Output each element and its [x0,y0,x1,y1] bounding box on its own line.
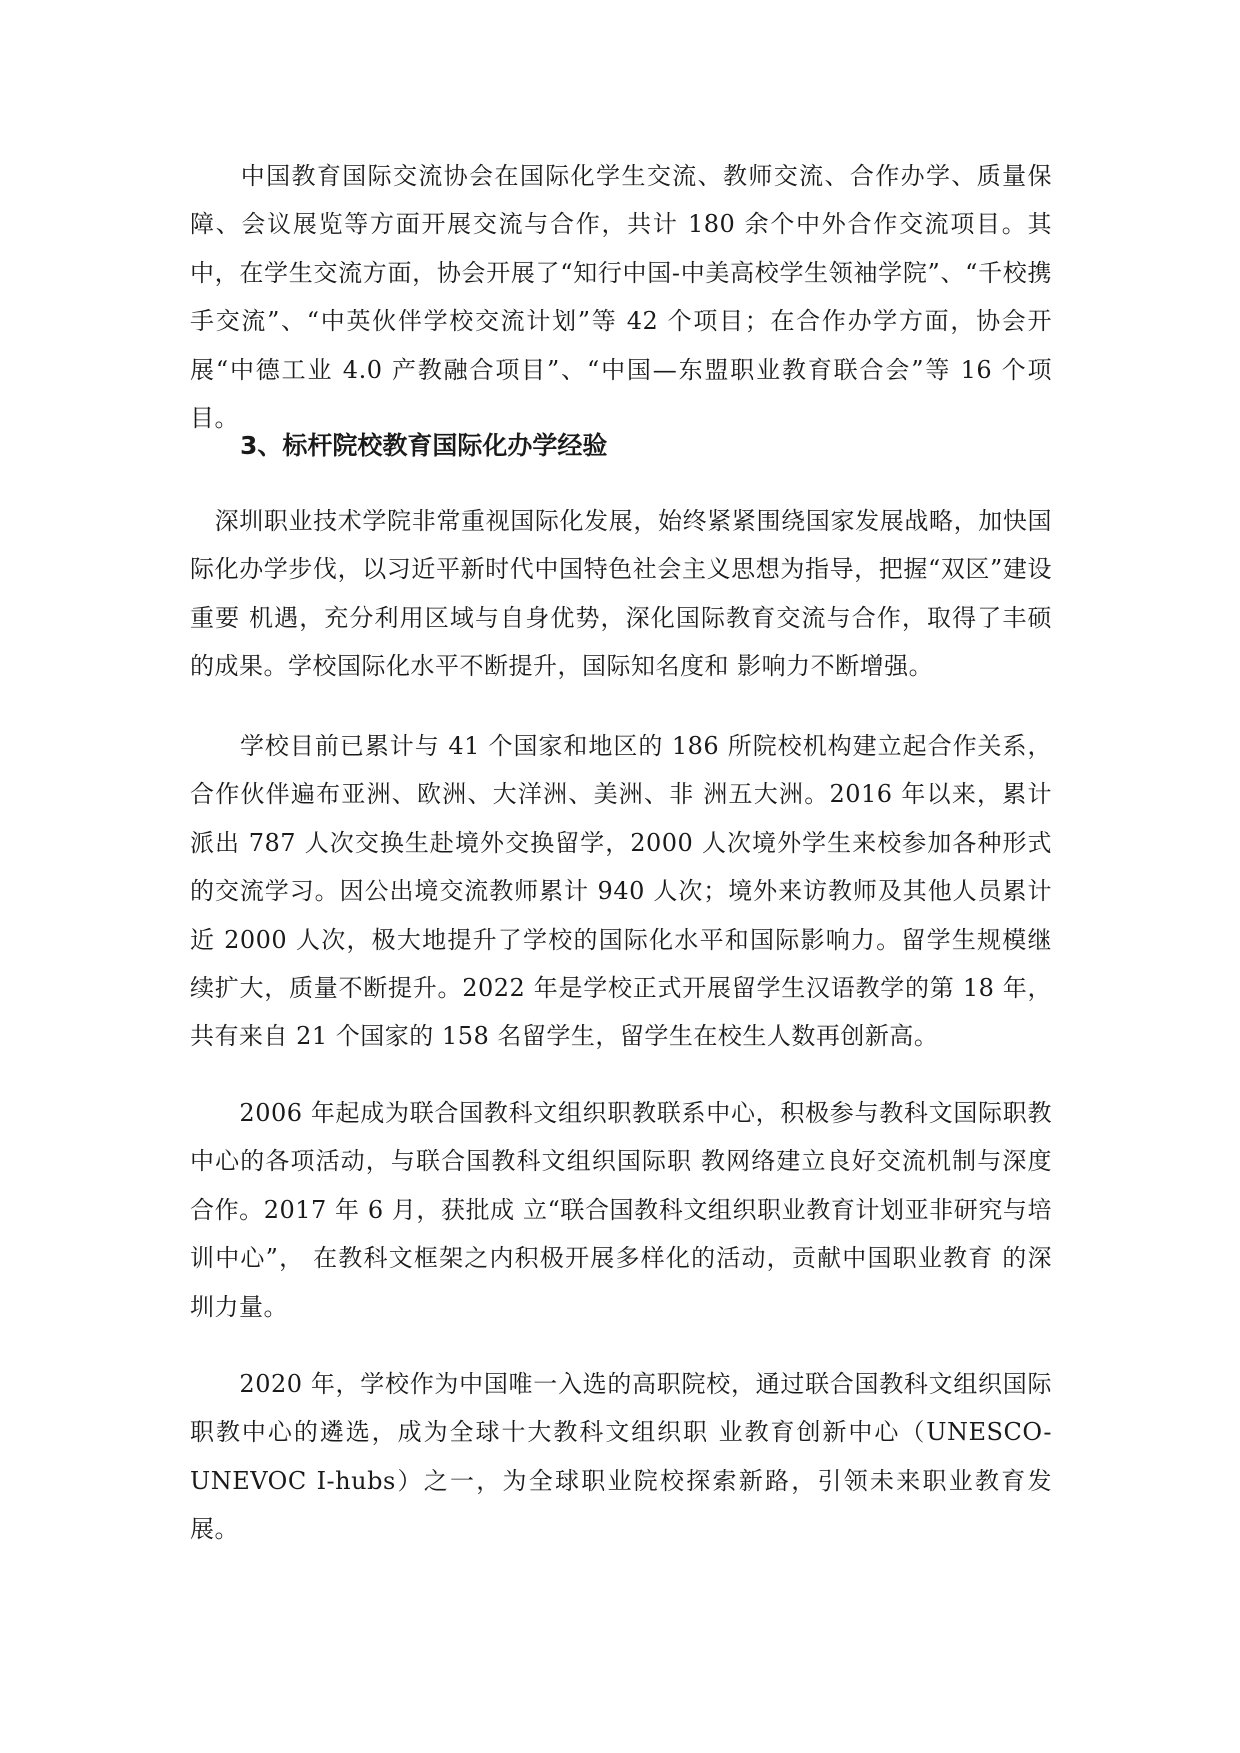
paragraph-cooperation-statistics: 学校目前已累计与 41 个国家和地区的 186 所院校机构建立起合作关系，合作伙伴遍布亚洲、欧洲、大洋洲、美洲、非 洲五大洲。2016 年以来，累计派出 787 人次交换生赴境外交换留学，2000 人次境外学生来校参加各种形式的交流学习。因公出境交流教师累计 940 人次；境外来访教师及其他人员累计近 2000 人次，极大地提升了学校的国际化水平和国际影响力。留学生规模继续扩大，质量不断提升。2022 年是学校正式开展留学生汉语教学的第 18 年， 共有来自 21 个国家的 158 名留学生，留学生在校生人数再创新高。 [190,732,1052,1051]
paragraph-unesco-unevoc-centre: 2006 年起成为联合国教科文组织职教联系中心，积极参与教科文国际职教中心的各项活动，与联合国教科文组织国际职 教网络建立良好交流机制与深度合作。2017 年 6 月，获批成 立“联合国教科文组织职业教育计划亚非研究与培训中心”， 在教科文框架之内积极开展多样化的活动，贡献中国职业教育 的深圳力量。 [190,1099,1052,1321]
paragraph-szpt-internationalization: 深圳职业技术学院非常重视国际化发展，始终紧紧围绕国家发展战略，加快国际化办学步伐，以习近平新时代中国特色社会主义思想为指导，把握“双区”建设重要 机遇，充分利用区域与自身优势，深化国际教育交流与合作，取得了丰硕的成果。学校国际化水平不断提升，国际知名度和 影响力不断增强。 [190,507,1052,681]
section-heading-benchmark-schools: 3、标杆院校教育国际化办学经验 [240,431,608,460]
paragraph-caiet-overview: 中国教育国际交流协会在国际化学生交流、教师交流、合作办学、质量保障、会议展览等方面开展交流与合作，共计 180 余个中外合作交流项目。其中，在学生交流方面，协会开展了“知行中国-中美高校学生领袖学院”、“千校携手交流”、“中英伙伴学校交流计划”等 42 个项目；在合作办学方面，协会开展“中德工业 4.0 产教融合项目”、“中国—东盟职业教育联合会”等 16 个项目。 [190,162,1052,433]
paragraph-unevoc-i-hubs: 2020 年，学校作为中国唯一入选的高职院校，通过联合国教科文组织国际职教中心的遴选，成为全球十大教科文组织职 业教育创新中心（UNESCO-UNEVOC I-hubs）之一，为全球职业院校探索新路，引领未来职业教育发展。 [190,1370,1052,1544]
